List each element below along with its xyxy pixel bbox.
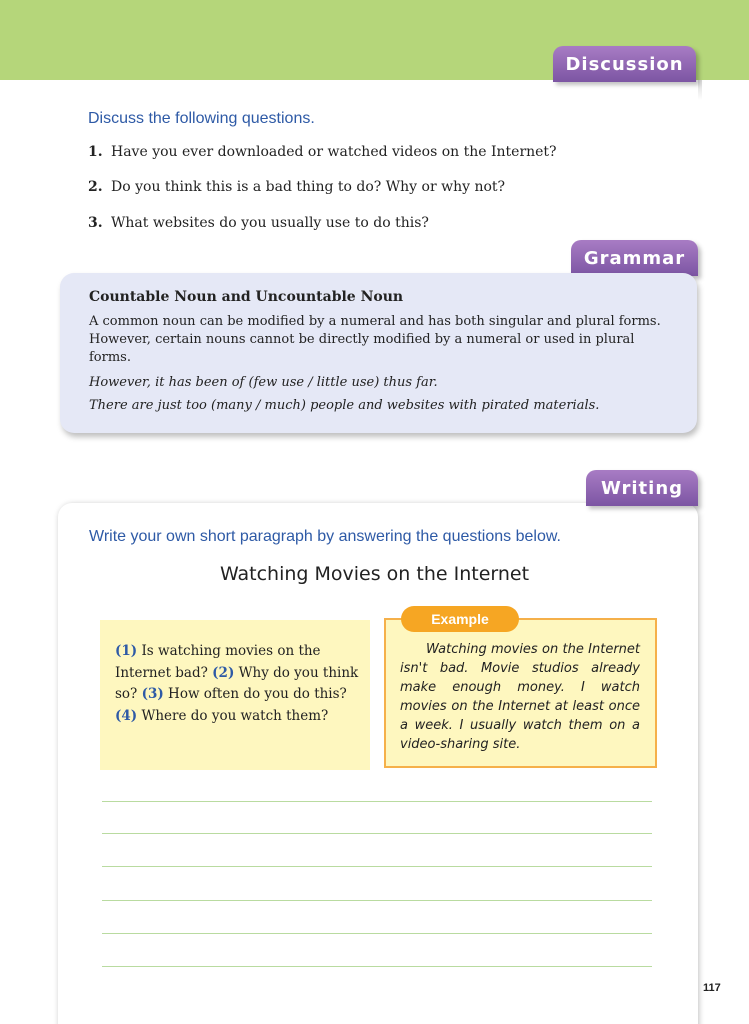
writing-heading: Watching Movies on the Internet [219,563,530,585]
writing-tab: Writing [586,470,698,506]
grammar-tab: Grammar [571,240,698,276]
discussion-question [88,179,505,195]
question-number: 2. [88,179,103,195]
writing-line[interactable] [102,933,652,934]
writing-instruction: Write your own short paragraph by answering the questions below. [89,528,561,545]
prompt-number: (3) [141,686,164,702]
question-text: What websites do you usually use to do this? [111,215,429,231]
question-text: Have you ever downloaded or watched videos on the Internet? [111,144,557,160]
grammar-title: Countable Noun and Uncountable Noun [89,289,404,305]
question-number: 3. [88,215,103,231]
grammar-example-2: There are just too (many / much) people and websites with pirated materials. [89,398,600,413]
example-text: Watching movies on the Internet isn't bad. Movie studios already make enough money. I watch movies on the Internet at least once a week. I usually watch them on a video-sharing site. [400,642,640,752]
prompt-number: (2) [212,664,235,681]
question-number: 1. [88,144,103,160]
prompt-question: Why do you think so? [115,664,359,702]
example-label: Example [401,606,519,632]
prompt-number: (1) [115,643,138,659]
writing-line[interactable] [102,866,652,867]
grammar-body: A common noun can be modified by a numeral and has both singular and plural forms. However, certain nouns cannot be directly modified by a numeral or used in plural forms. [89,314,661,365]
grammar-example-1: However, it has been of (few use / little use) thus far. [89,375,438,390]
prompt-question: Where do you watch them? [137,707,329,724]
writing-line[interactable] [102,900,652,901]
discussion-instruction: Discuss the following questions. [88,110,315,127]
prompt-number: (4) [115,707,138,724]
discussion-tab: Discussion [553,46,696,82]
writing-line[interactable] [102,801,652,802]
discussion-question [88,215,429,231]
page-number: 117 [703,982,721,994]
discussion-question [88,144,557,160]
prompt-question: Is watching movies on the Internet bad? [115,643,321,681]
question-text: Do you think this is a bad thing to do? Why or why not? [111,179,506,195]
writing-line[interactable] [102,966,652,967]
prompt-text [115,641,360,727]
writing-line[interactable] [102,833,652,834]
prompt-question: How often do you do this? [163,686,347,702]
